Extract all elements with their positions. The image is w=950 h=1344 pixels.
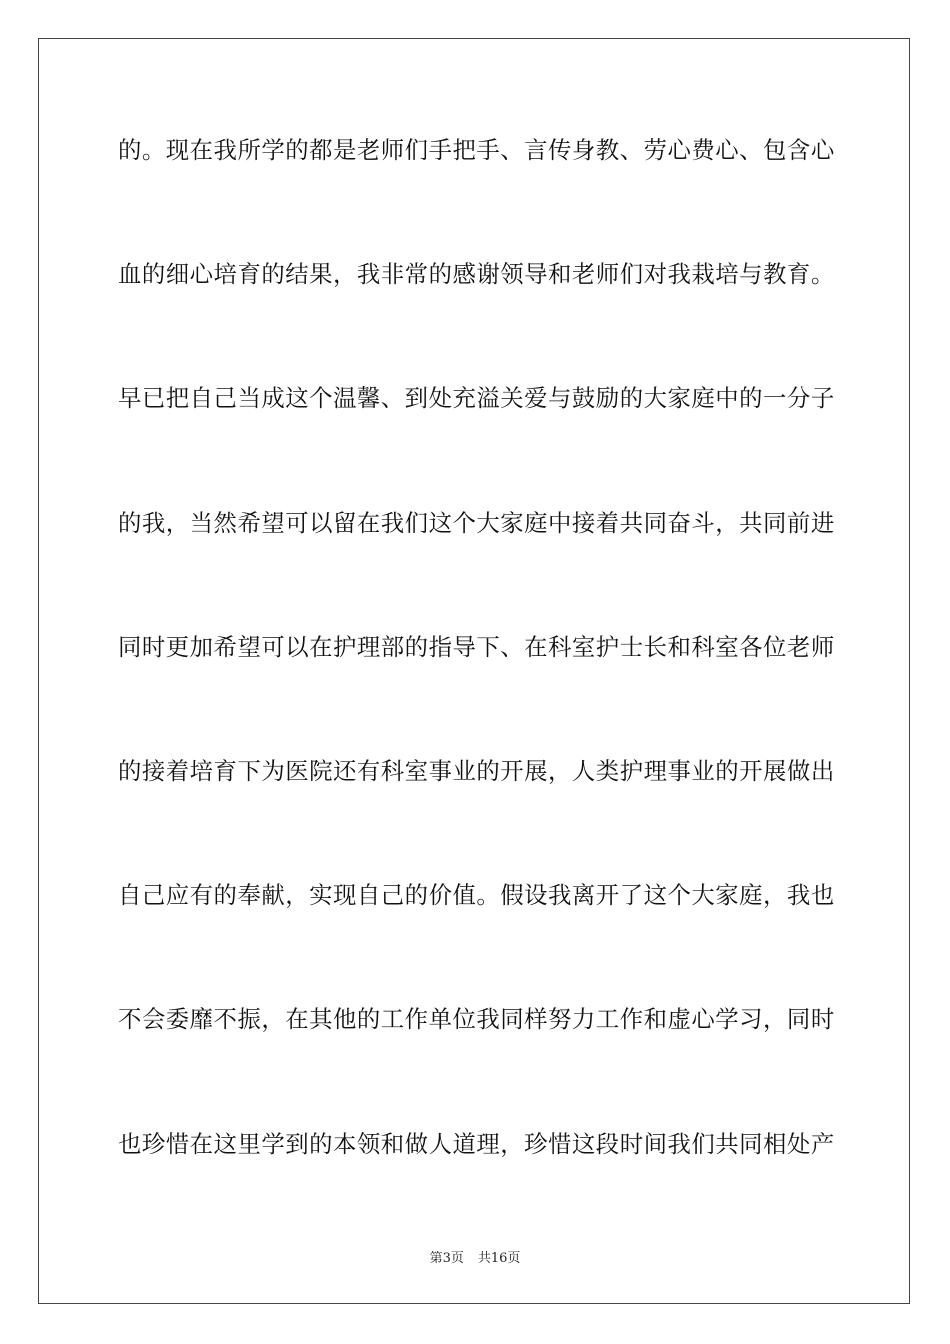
current-page-number: 第3页	[429, 1251, 464, 1266]
text-line: 的我，当然希望可以留在我们这个大家庭中接着共同奋斗，共同前进	[118, 508, 835, 537]
document-body	[118, 127, 835, 1245]
text-line: 的。现在我所学的都是老师们手把手、言传身教、劳心费心、包含心	[118, 136, 835, 164]
total-page-count: 共16页	[477, 1251, 521, 1266]
text-line: 也珍惜在这里学到的本领和做人道理，珍惜这段时间我们共同相处产	[118, 1129, 835, 1158]
text-line: 血的细心培育的结果，我非常的感谢领导和老师们对我栽培与教育。	[118, 260, 835, 289]
text-line: 早已把自己当成这个温馨、到处充溢关爱与鼓励的大家庭中的一分子	[118, 384, 835, 413]
text-line: 自己应有的奉献，实现自己的价值。假设我离开了这个大家庭，我也	[118, 881, 835, 910]
text-line: 同时更加希望可以在护理部的指导下、在科室护士长和科室各位老师	[118, 632, 835, 661]
text-line: 的接着培育下为医院还有科室事业的开展，人类护理事业的开展做出	[118, 756, 835, 785]
text-line: 不会委靡不振，在其他的工作单位我同样努力工作和虚心学习，同时	[118, 1005, 835, 1034]
page-footer	[0, 1247, 950, 1266]
